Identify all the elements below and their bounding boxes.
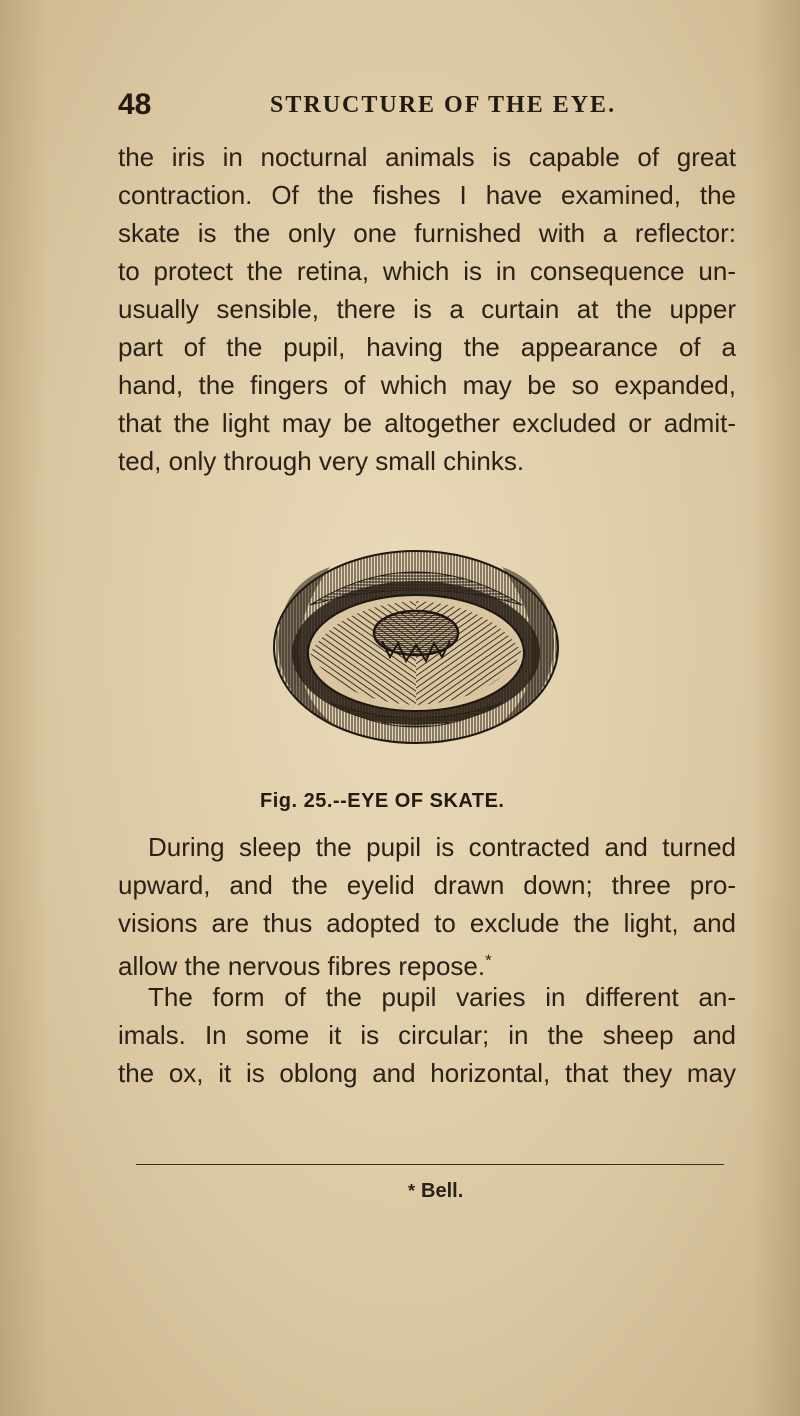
paragraph-1 [118,138,736,480]
text-line: the ox, it is oblong and horizontal, that they may [118,1058,736,1088]
text-line: part of the pupil, having the appearance of a [118,332,736,362]
text-line: usually sensible, there is a curtain at the upper [118,294,736,324]
figure-caption: Fig. 25.--EYE OF SKATE. [260,790,505,812]
text-line: to protect the retina, which is in consequence un- [118,256,736,286]
text-line: visions are thus adopted to exclude the light, and [118,908,736,938]
text-line: ted, only through very small chinks. [118,446,525,476]
footnote-text: Bell. [421,1180,464,1202]
paragraph-3 [118,978,736,1092]
page-number: 48 [118,88,152,121]
text-line: upward, and the eyelid drawn down; three pro- [118,870,736,900]
text-line: allow the nervous fibres repose. [118,951,486,981]
footnote-mark: * [408,1181,416,1201]
paragraph-2 [118,828,736,985]
footnote [408,1180,463,1203]
text-line: The form of the pupil varies in different an- [148,982,736,1012]
text-line: skate is the only one furnished with a reflector: [118,218,736,248]
page-header [118,88,718,128]
text-line: imals. In some it is circular; in the sheep and [118,1020,736,1050]
text-line: the iris in nocturnal animals is capable of great [118,142,736,172]
text-line: contraction. Of the fishes I have examined, the [118,180,736,210]
text-line: hand, the fingers of which may be so expanded, [118,370,736,400]
running-head: STRUCTURE OF THE EYE. [270,92,617,118]
text-line: that the light may be altogether excluded or admit- [118,408,736,438]
text-line: During sleep the pupil is contracted and turned [148,832,736,862]
skate-eye-illustration [270,545,562,745]
footnote-reference: * [485,951,492,970]
footnote-divider [136,1164,724,1165]
